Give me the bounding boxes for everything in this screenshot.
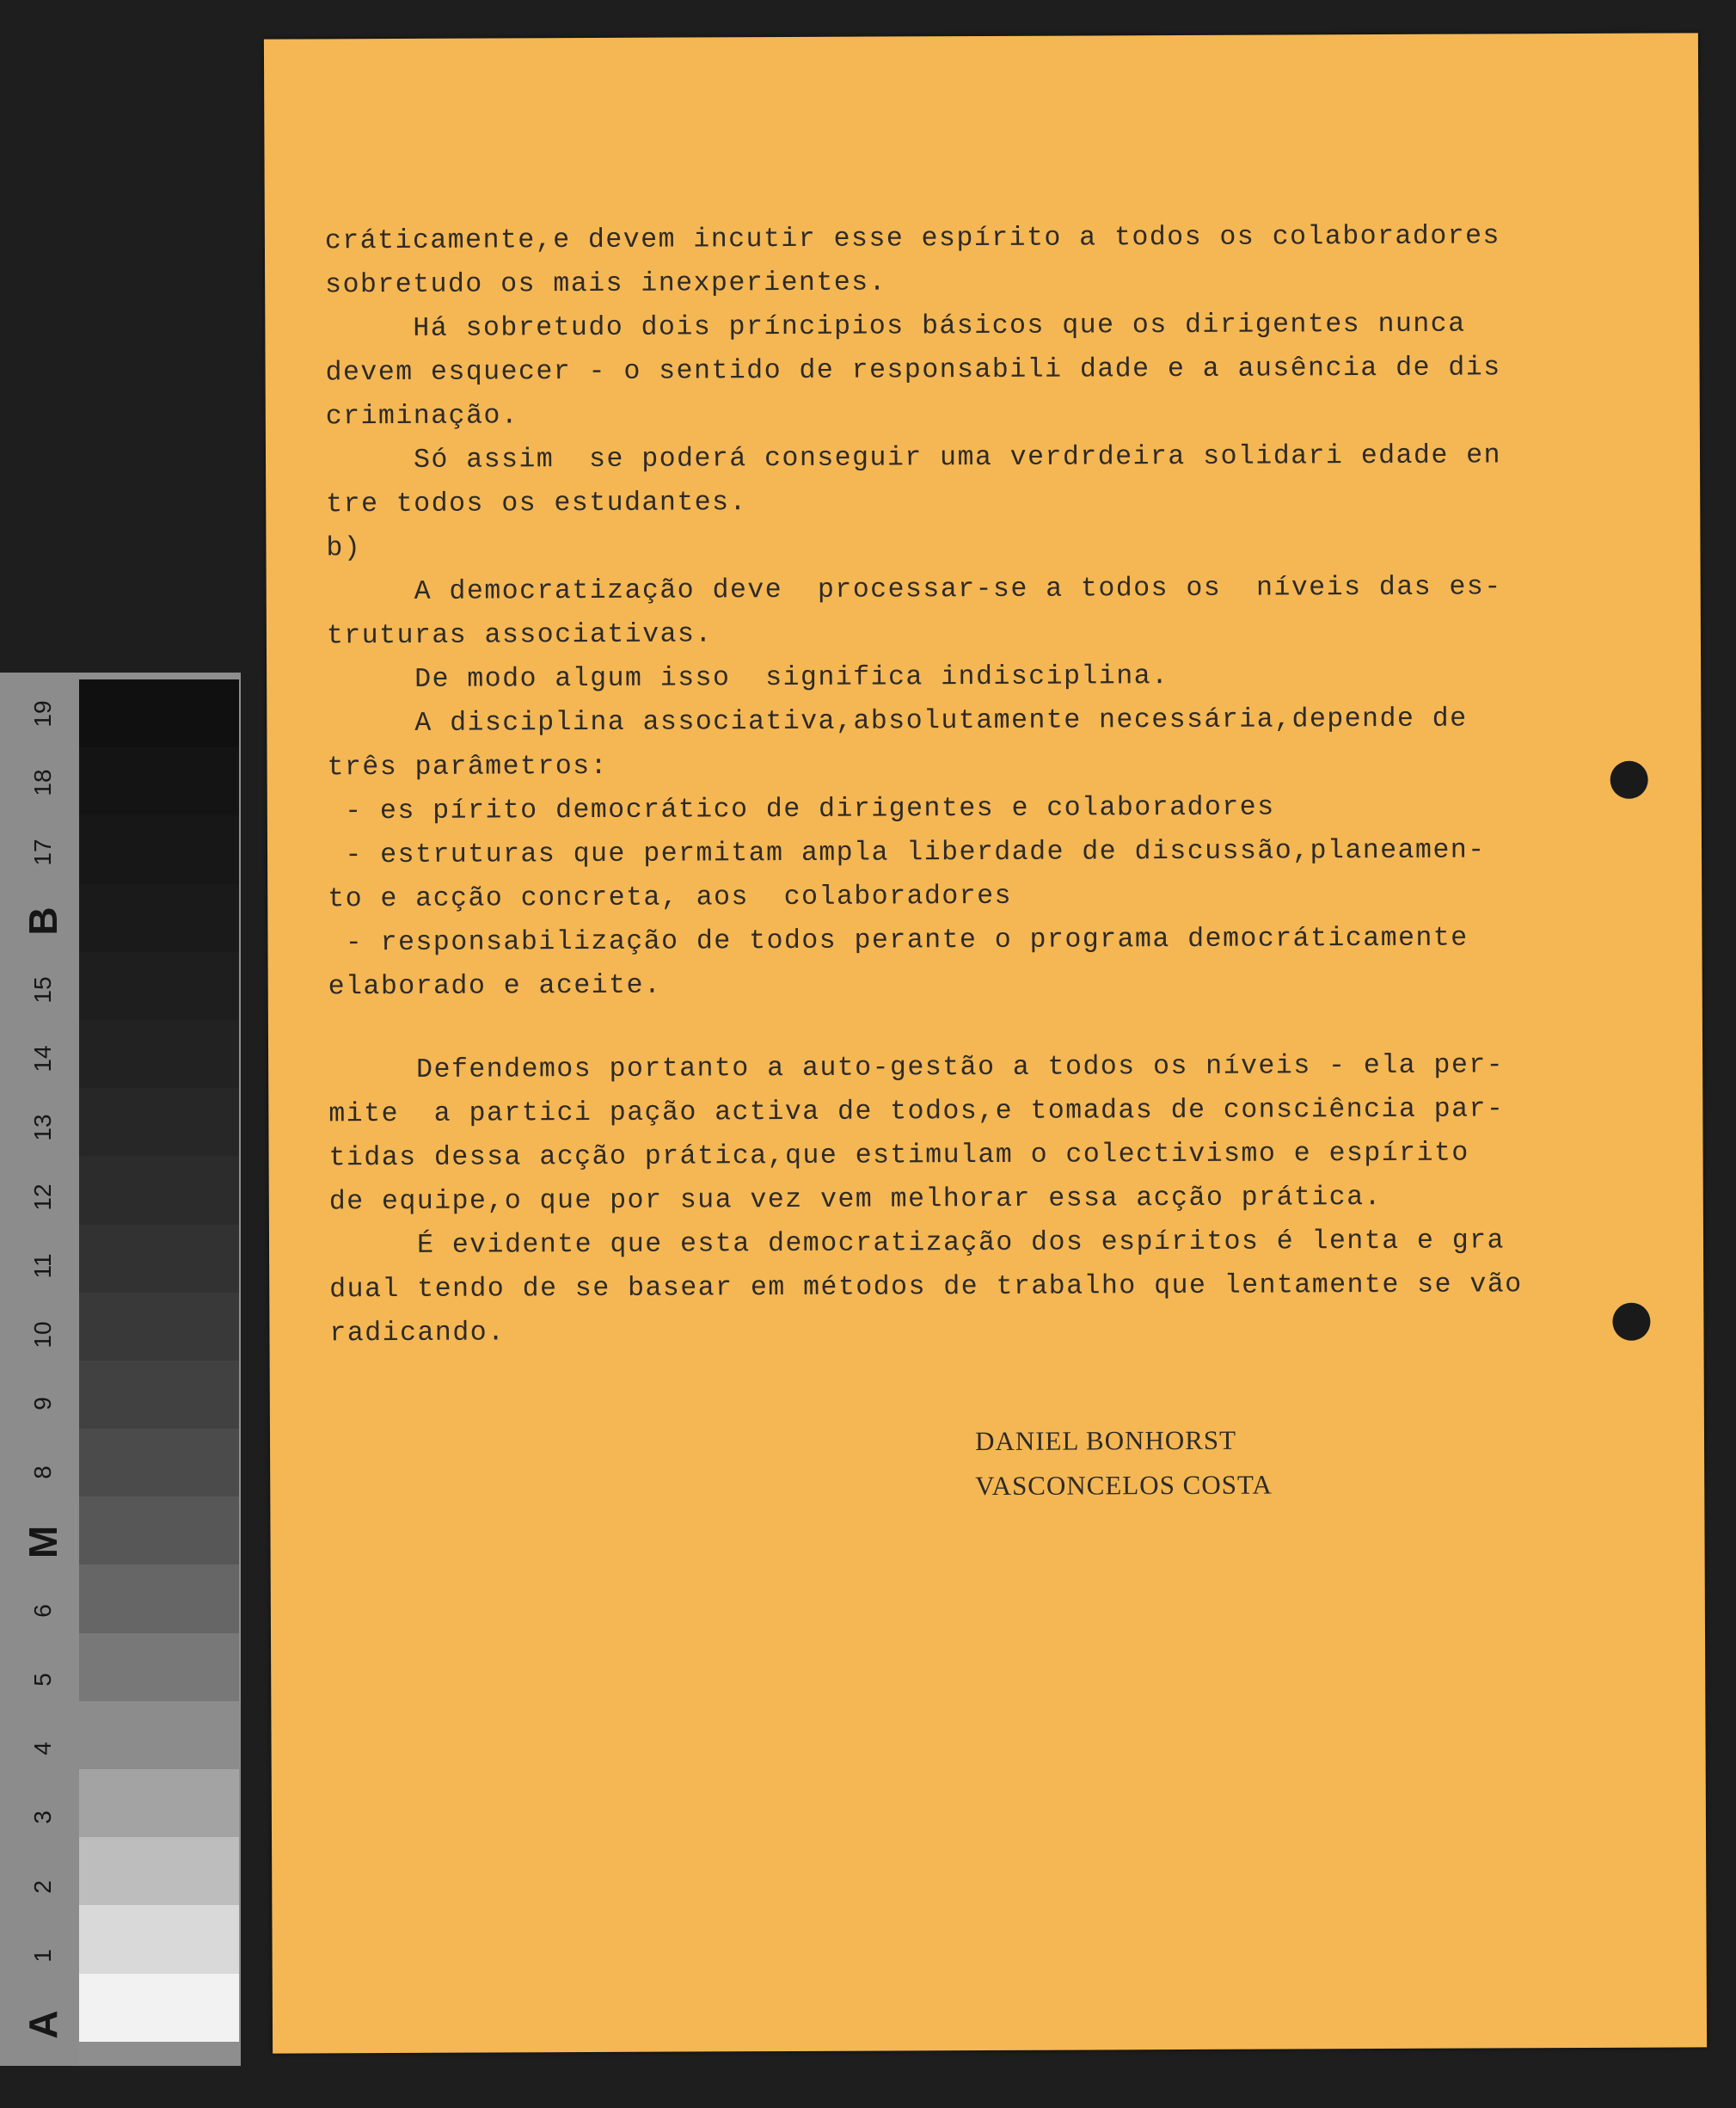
scale-label: 5 <box>29 1673 56 1687</box>
gray-patch <box>79 952 239 1020</box>
gray-patch <box>79 1905 239 1973</box>
gray-patch <box>79 1633 239 1701</box>
scale-label: 8 <box>29 1466 56 1480</box>
color-calibration-target <box>0 673 241 2066</box>
text-line: A democratização deve processar-se a todos os níveis das es- <box>326 572 1502 608</box>
calibration-scale <box>0 673 79 2066</box>
scale-label: 6 <box>29 1603 56 1618</box>
gray-patch <box>79 1156 239 1224</box>
gray-patch <box>79 747 239 815</box>
paragraph-gap <box>328 1004 1532 1048</box>
author-name: DANIEL BONHORST <box>974 1424 1237 1457</box>
scale-label: 15 <box>29 976 56 1004</box>
text-line: três parâmetros: <box>327 751 609 784</box>
gray-patch <box>79 1769 239 1837</box>
gray-patch <box>79 1088 239 1156</box>
text-line: cráticamente,e devem incutir esse espírito a todos os colaboradores <box>324 221 1501 257</box>
scale-label: 11 <box>29 1253 56 1279</box>
text-line: mite a partici pação activa de todos,e tomadas de consciência par- <box>328 1094 1505 1130</box>
gray-patch <box>79 1429 239 1496</box>
scale-label: 14 <box>29 1045 56 1072</box>
text-line: elaborado e aceite. <box>328 970 662 1003</box>
scale-label: 4 <box>29 1742 56 1755</box>
signature-block <box>975 1418 1273 1509</box>
list-item: - es pírito democrático de dirigentes e colaboradores <box>327 792 1275 827</box>
text-line: tidas dessa acção prática,que estimulam o colectivismo e espírito <box>328 1138 1469 1174</box>
scale-label: 10 <box>29 1321 56 1349</box>
gray-patch <box>79 884 239 952</box>
grayscale-patches <box>79 679 239 2059</box>
text-line: radicando. <box>329 1318 506 1349</box>
gray-patch <box>79 815 239 883</box>
gray-patch <box>79 1020 239 1088</box>
scale-label: 19 <box>29 700 56 728</box>
scale-label: 1 <box>29 1948 56 1963</box>
gray-patch <box>79 1837 239 1905</box>
text-line: criminação. <box>325 401 519 433</box>
scale-label: B <box>21 907 65 936</box>
author-name: VASCONCELOS COSTA <box>975 1469 1273 1502</box>
text-line: A disciplina associativa,absolutamente necessária,depende de <box>327 704 1468 740</box>
typed-page <box>264 33 1707 2053</box>
scale-label: 9 <box>29 1397 56 1410</box>
typed-body <box>325 214 1534 1355</box>
text-line: De modo algum isso significa indisciplina. <box>327 661 1169 696</box>
text-line: truturas associativas. <box>326 619 713 652</box>
scale-label: 17 <box>29 838 56 866</box>
scale-label: 18 <box>29 769 56 796</box>
text-line: devem esquecer - o sentido de responsabili dade e a ausência de dis <box>325 353 1501 389</box>
scale-label: 2 <box>29 1879 56 1894</box>
text-line: de equipe,o que por sua vez vem melhorar essa acção prática. <box>328 1182 1383 1218</box>
text-line: tre todos os estudantes. <box>326 488 748 520</box>
text-line: to e acção concreta, aos colaboradores <box>328 881 1013 915</box>
gray-patch <box>79 1496 239 1564</box>
scale-label: 13 <box>29 1114 56 1141</box>
text-line: É evidente que esta democratização dos espíritos é lenta e gra <box>328 1226 1506 1262</box>
list-item: - estruturas que permitam ampla liberdade de discussão,planeamen- <box>327 835 1486 871</box>
gray-patch <box>79 1293 239 1361</box>
punch-hole <box>1612 1303 1650 1341</box>
punch-hole <box>1610 761 1648 799</box>
text-line: Só assim se poderá conseguir uma verdrdeira solidari edade en <box>325 440 1502 476</box>
scale-label: A <box>21 2010 65 2039</box>
gray-patch <box>79 1361 239 1429</box>
gray-patch <box>79 1225 239 1293</box>
text-line: sobretudo os mais inexperientes. <box>325 267 887 301</box>
scale-label: M <box>21 1525 65 1558</box>
gray-patch <box>79 1701 239 1769</box>
section-marker: b) <box>326 533 362 564</box>
text-line: Defendemos portanto a auto-gestão a todos os níveis - ela per- <box>328 1050 1505 1086</box>
text-line: Há sobretudo dois príncipios básicos que os dirigentes nunca <box>325 309 1466 345</box>
gray-patch <box>79 1974 239 2042</box>
scale-label: 12 <box>29 1183 56 1211</box>
gray-patch <box>79 1564 239 1632</box>
scale-label: 3 <box>29 1810 56 1825</box>
gray-patch <box>79 679 239 747</box>
list-item: - responsabilização de todos perante o programa democráticamente <box>328 923 1469 959</box>
text-line: dual tendo de se basear em métodos de trabalho que lentamente se vão <box>329 1269 1523 1306</box>
